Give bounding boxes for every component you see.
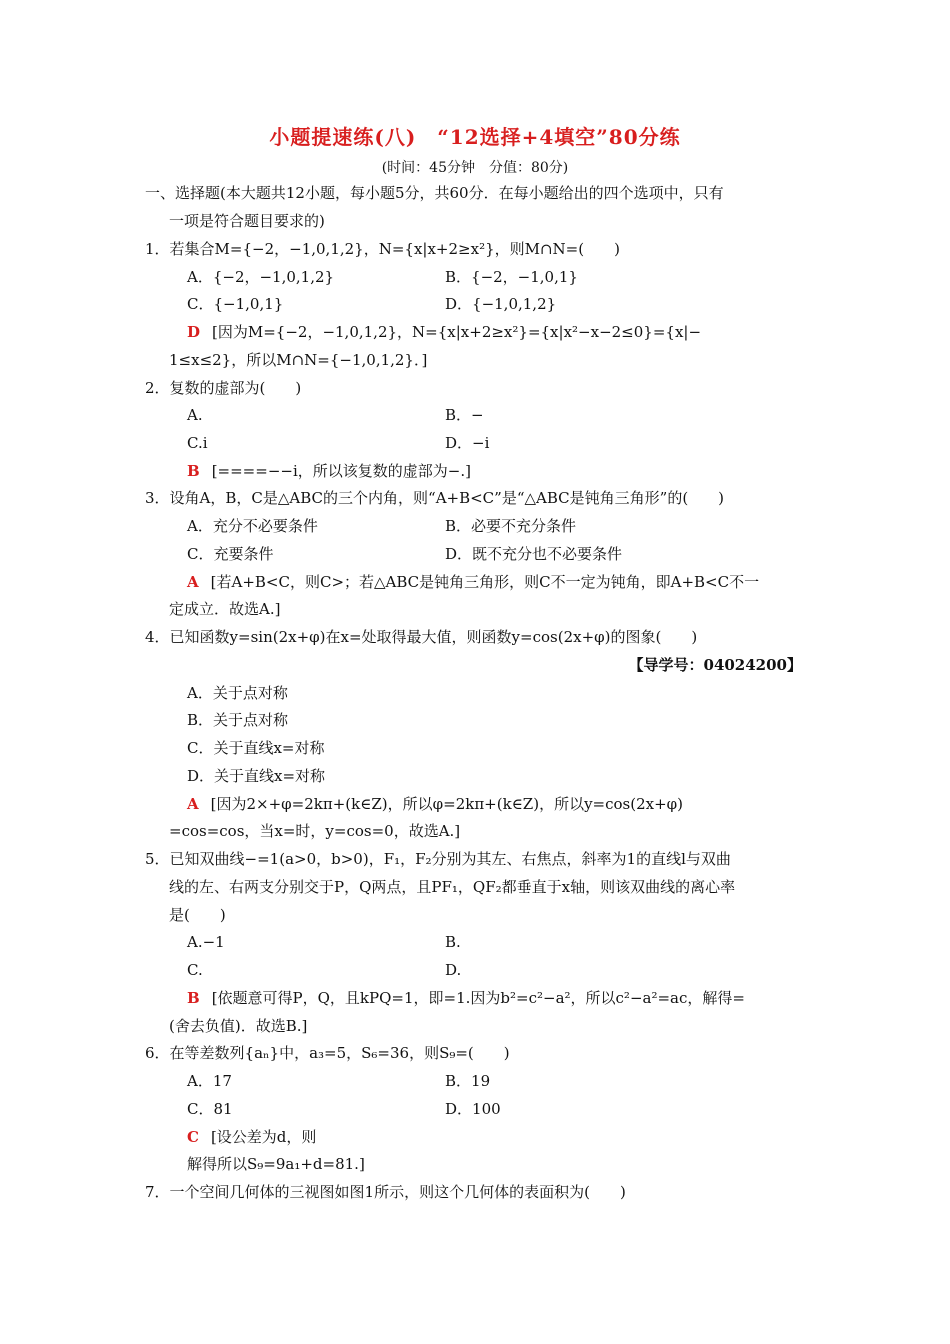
q7-stem: 7．一个空间几何体的三视图如图1所示，则这个几何体的表面积为( ) xyxy=(145,1183,626,1201)
q3-explanation xyxy=(187,572,759,592)
q6-explanation-text: [设公差为d，则 xyxy=(210,1128,317,1146)
q2-explanation-text: [====−−i，所以该复数的虚部为−.] xyxy=(211,462,471,480)
q5-explanation-text: [依题意可得P，Q，且kPQ=1，即=1.因为b²=c²−a²，所以c²−a²=ac，解得= xyxy=(211,989,745,1007)
q3-option-c: C．充要条件 xyxy=(187,545,274,563)
q3-option-b: B．必要不充分条件 xyxy=(445,517,577,535)
q1-option-c: C．{−1,0,1} xyxy=(187,295,284,313)
q4-option-a: A．关于点对称 xyxy=(187,684,288,702)
q2-option-d: D．−i xyxy=(445,434,490,452)
q2-stem: 2．复数的虚部为( ) xyxy=(145,379,302,397)
q2-option-b: B．− xyxy=(445,406,484,424)
q2-answer: B xyxy=(187,462,200,480)
q3-answer: A xyxy=(187,573,199,591)
q5-option-b: B. xyxy=(445,933,461,951)
q3-explanation-text: [若A+B<C，则C>；若△ABC是钝角三角形，则C不一定为钝角，即A+B<C不一 xyxy=(210,573,760,591)
q1-answer: D xyxy=(187,323,201,341)
q1-option-a: A．{−2，−1,0,1,2} xyxy=(187,268,335,286)
guide-number: 【导学号：04024200】 xyxy=(628,656,802,674)
q5-option-c: C. xyxy=(187,961,203,979)
q1-option-d: D．{−1,0,1,2} xyxy=(445,295,557,313)
q5-answer: B xyxy=(187,989,200,1007)
q2-option-c: C.i xyxy=(187,434,208,452)
q2-explanation xyxy=(187,461,471,481)
q1-option-b: B．{−2，−1,0,1} xyxy=(445,268,578,286)
q6-explanation-cont: 解得所以S₉=9a₁+d=81.] xyxy=(187,1155,365,1173)
q3-option-d: D．既不充分也不必要条件 xyxy=(445,545,623,563)
q5-option-a: A.−1 xyxy=(187,933,225,951)
q3-option-a: A．充分不必要条件 xyxy=(187,517,318,535)
q6-explanation xyxy=(187,1127,316,1147)
q1-stem: 1．若集合M={−2，−1,0,1,2}，N={x|x+2≥x²}，则M∩N=( ) xyxy=(145,240,620,258)
section-heading: 一、选择题(本大题共12小题，每小题5分，共60分．在每小题给出的四个选项中，只有 xyxy=(145,184,724,202)
q4-explanation-text: [因为2×+φ=2kπ+(k∈Z)，所以φ=2kπ+(k∈Z)，所以y=cos(2x+φ) xyxy=(210,795,684,813)
q5-stem-cont: 线的左、右两支分别交于P，Q两点，且PF₁，QF₂都垂直于x轴，则该双曲线的离心率 xyxy=(169,878,736,896)
q6-option-b: B．19 xyxy=(445,1072,491,1090)
q3-stem: 3．设角A，B，C是△ABC的三个内角，则“A+B<C”是“△ABC是钝角三角形”的( ) xyxy=(145,489,725,507)
q1-explanation xyxy=(187,322,701,342)
q4-stem: 4．已知函数y=sin(2x+φ)在x=处取得最大值，则函数y=cos(2x+φ)的图象( ) xyxy=(145,628,698,646)
q5-explanation xyxy=(187,988,745,1008)
q2-option-a: A. xyxy=(187,406,203,424)
q6-answer: C xyxy=(187,1128,199,1146)
q1-explanation-cont: 1≤x≤2}，所以M∩N={−1,0,1,2}．] xyxy=(169,351,428,369)
q4-explanation-cont: =cos=cos，当x=时，y=cos=0，故选A.] xyxy=(169,822,461,840)
page-title: 小题提速练(八) “12选择+4填空”80分练 xyxy=(269,125,681,149)
page-subtitle: (时间：45分钟 分值：80分) xyxy=(381,160,569,176)
q4-explanation xyxy=(187,794,683,814)
q6-stem: 6．在等差数列{aₙ}中，a₃=5，S₆=36，则S₉=( ) xyxy=(145,1044,510,1062)
section-heading-cont: 一项是符合题目要求的) xyxy=(169,212,325,230)
q3-explanation-cont: 定成立．故选A.] xyxy=(169,600,281,618)
q6-option-c: C．81 xyxy=(187,1100,233,1118)
q4-option-b: B．关于点对称 xyxy=(187,711,289,729)
q5-option-d: D. xyxy=(445,961,462,979)
q4-option-c: C．关于直线x=对称 xyxy=(187,739,325,757)
q6-option-d: D．100 xyxy=(445,1100,501,1118)
q1-explanation-text: [因为M={−2，−1,0,1,2}，N={x|x+2≥x²}={x|x²−x−2≤0}={x|− xyxy=(212,323,702,341)
q4-option-d: D．关于直线x=对称 xyxy=(187,767,326,785)
q5-explanation-cont: (舍去负值)．故选B.] xyxy=(169,1017,308,1035)
q5-stem-cont2: 是( ) xyxy=(169,906,226,924)
q6-option-a: A．17 xyxy=(187,1072,232,1090)
q5-stem: 5．已知双曲线−=1(a>0，b>0)，F₁，F₂分别为其左、右焦点，斜率为1的直线l与双曲 xyxy=(145,850,731,868)
q4-answer: A xyxy=(187,795,199,813)
